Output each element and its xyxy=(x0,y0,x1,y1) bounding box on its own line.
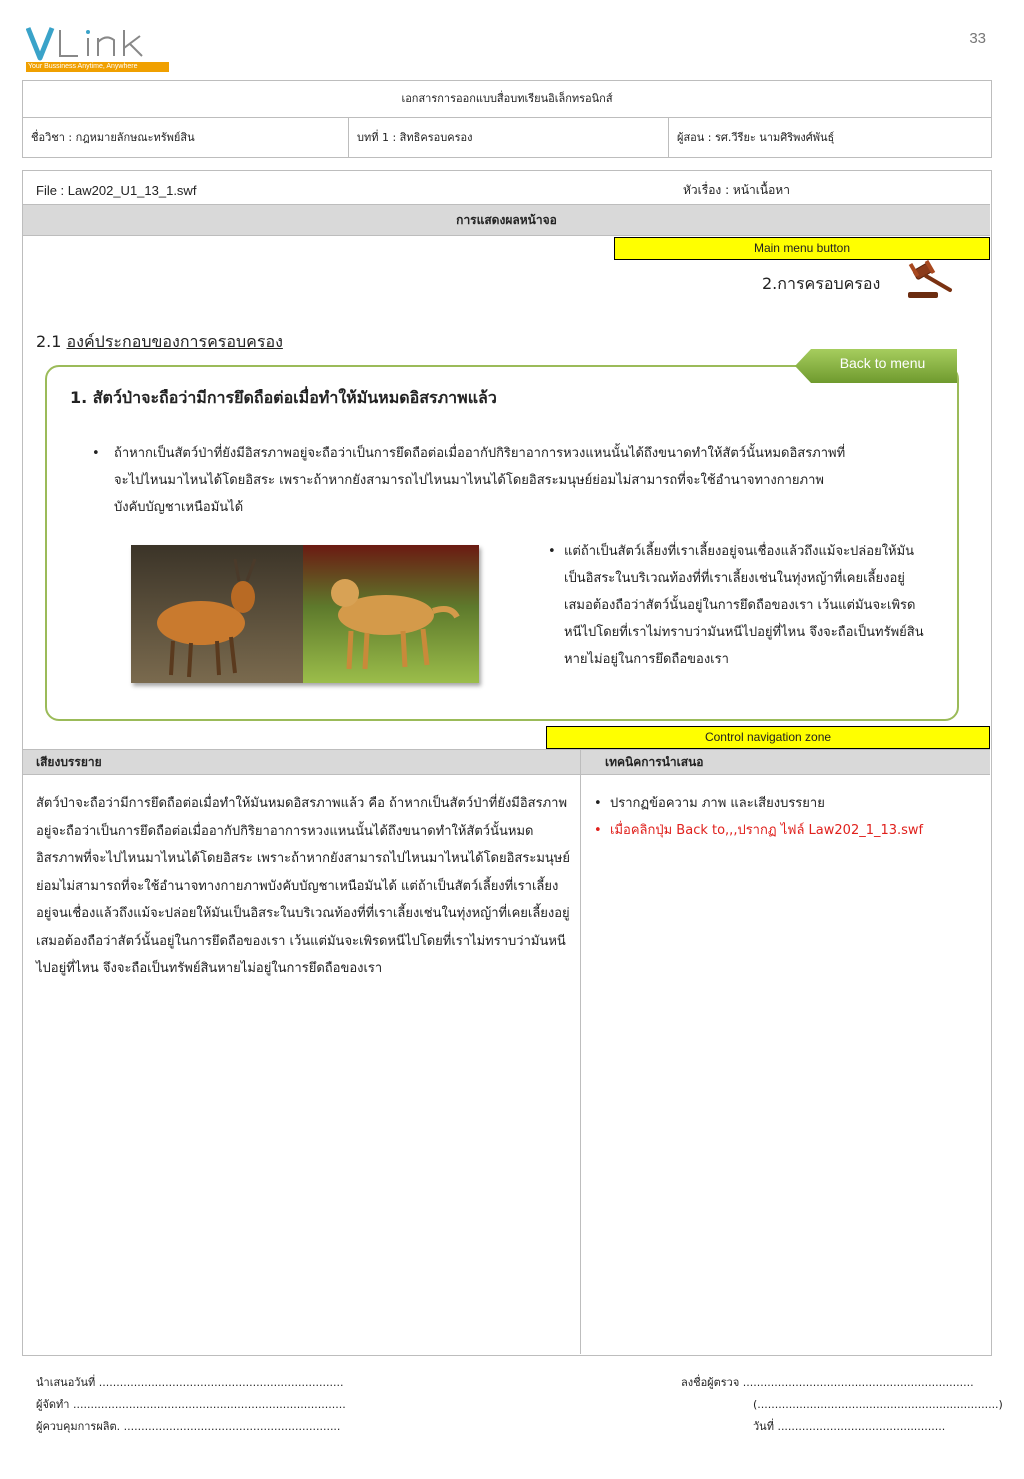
section-title: 2.การครอบครอง xyxy=(762,274,881,293)
bullet-icon: • xyxy=(594,796,602,811)
file-name: File : Law202_U1_13_1.swf xyxy=(36,183,197,198)
doc-title: เอกสารการออกแบบสื่อบทเรียนอิเล็กทรอนิกส์ xyxy=(23,81,991,118)
subheading xyxy=(36,330,283,355)
logo-tagline: Your Bussiness Anytime, Anywhere xyxy=(26,62,169,72)
presented-date-line: นำเสนอวันที่ ...................................................................... xyxy=(36,1376,344,1389)
card-title: 1. สัตว์ป่าจะถือว่ามีการยึดถือต่อเมื่อทำให้มันหมดอิสรภาพแล้ว xyxy=(70,388,497,407)
document-header xyxy=(22,80,992,158)
technique-item: • เมื่อคลิกปุ่ม Back to,,,ปรากฏ ไฟล์ Law202_1_13.swf xyxy=(594,817,974,844)
reviewer-name-line: (.....................................................................) xyxy=(753,1398,1003,1411)
footer-right xyxy=(681,1372,1003,1438)
technique-heading: เทคนิคการนำเสนอ xyxy=(605,755,704,769)
reviewer-line: ลงชื่อผู้ตรวจ .................................................................. xyxy=(681,1376,974,1389)
bullet-icon: • xyxy=(594,823,602,838)
display-band: การแสดงผลหน้าจอ xyxy=(23,204,990,236)
animals-photo xyxy=(131,545,479,683)
bullet-icon: • xyxy=(92,446,100,461)
controller-line: ผู้ควบคุมการผลิต. .............................................................. xyxy=(36,1420,341,1433)
main-menu-zone-label: Main menu button xyxy=(614,237,990,260)
chapter-name: บทที่ 1 : สิทธิครอบครอง xyxy=(349,118,669,157)
control-zone-label: Control navigation zone xyxy=(546,726,990,749)
review-date-line: วันที่ ................................................ xyxy=(753,1420,946,1433)
producer-line: ผู้จัดทำ .............................................................................. xyxy=(36,1398,346,1411)
back-to-menu-label[interactable]: Back to menu xyxy=(839,355,926,371)
technique-list xyxy=(594,790,974,844)
wild-animal-text: ถ้าหากเป็นสัตว์ป่าที่ยังมีอิสรภาพอยู่จะถือว่าเป็นการยึดถือต่อเมื่ออากัปกิริยาอาการหวงแหนนั้นได้ถึงขนาดทำให้สัตว์นั้นหมดอิสรภาพที่จะไปไหนมาไหนได้โดยอิสระ เพราะถ้าหากยังสามารถไปไหนมาไหนได้โดยอิสระมนุษย์ย่อมไม่สามารถที่จะใช้อำนาจทางกายภาพบังคับบัญชาเหนือมันได้ xyxy=(114,446,846,515)
narration-text: สัตว์ป่าจะถือว่ามีการยึดถือต่อเมื่อทำให้มันหมดอิสรภาพแล้ว คือ ถ้าหากเป็นสัตว์ป่าที่ยังมีอิสรภาพอยู่จะถือว่าเป็นการยึดถือต่อเมื่ออากัปกิริยาอาการหวงแหนนั้นได้ถึงขนาดทำให้สัตว์นั้นหมดอิสรภาพที่จะไปไหนมาไหนได้โดยอิสระ เพราะถ้าหากยังสามารถไปไหนมาไหนได้โดยอิสระมนุษย์ย่อมไม่สามารถที่จะใช้อำนาจทางกายภาพบังคับบัญชาเหนือมันได้ แต่ถ้าเป็นสัตว์เลี้ยงที่เราเลี้ยงอยู่จนเชื่องแล้วถึงแม้จะปล่อยให้มันเป็นอิสระในบริเวณท้องที่ที่เราเลี้ยงเช่นในทุ่งหญ้าที่เคยเลี้ยงอยู่เสมอต้องถือว่าสัตว์นั้นอยู่ในการยึดถือของเรา เว้นแต่มันจะเพิรดหนีไปโดยที่เราไม่ทราบว่ามันหนีไปอยู่ที่ไหน จึงจะถือเป็นทรัพย์สินหายไม่อยู่ในการยึดถือของเรา xyxy=(36,796,570,976)
topic-label: หัวเรื่อง : หน้าเนื้อหา xyxy=(683,183,790,197)
pet-animal-paragraph xyxy=(548,538,928,673)
wild-animal-paragraph xyxy=(92,440,852,521)
page-number: 33 xyxy=(969,30,986,47)
instructor-name: ผู้สอน : รศ.วีรียะ นามศิริพงศ์พันธุ์ xyxy=(677,131,835,144)
column-header-band xyxy=(23,749,990,775)
subheading-number: 2.1 xyxy=(36,332,62,351)
technique-item: • ปรากฏข้อความ ภาพ และเสียงบรรยาย xyxy=(594,790,974,817)
gavel-icon xyxy=(906,260,956,300)
subheading-text: องค์ประกอบของการครอบครอง xyxy=(66,332,283,351)
bullet-icon: • xyxy=(548,544,556,559)
footer-left xyxy=(36,1372,346,1438)
narration-heading: เสียงบรรยาย xyxy=(36,755,102,769)
pet-animal-text: แต่ถ้าเป็นสัตว์เลี้ยงที่เราเลี้ยงอยู่จนเชื่องแล้วถึงแม้จะปล่อยให้มันเป็นอิสระในบริเวณท้องที่ที่เราเลี้ยงเช่นในทุ่งหญ้าที่เคยเลี้ยงอยู่เสมอต้องถือว่าสัตว์นั้นอยู่ในการยึดถือของเรา เว้นแต่มันจะเพิรดหนีไปโดยที่เราไม่ทราบว่ามันหนีไปอยู่ที่ไหน จึงจะถือเป็นทรัพย์สินหายไม่อยู่ในการยึดถือของเรา xyxy=(564,544,924,667)
column-divider xyxy=(580,749,581,1354)
course-name: ชื่อวิชา : กฎหมายลักษณะทรัพย์สิน xyxy=(23,118,349,157)
